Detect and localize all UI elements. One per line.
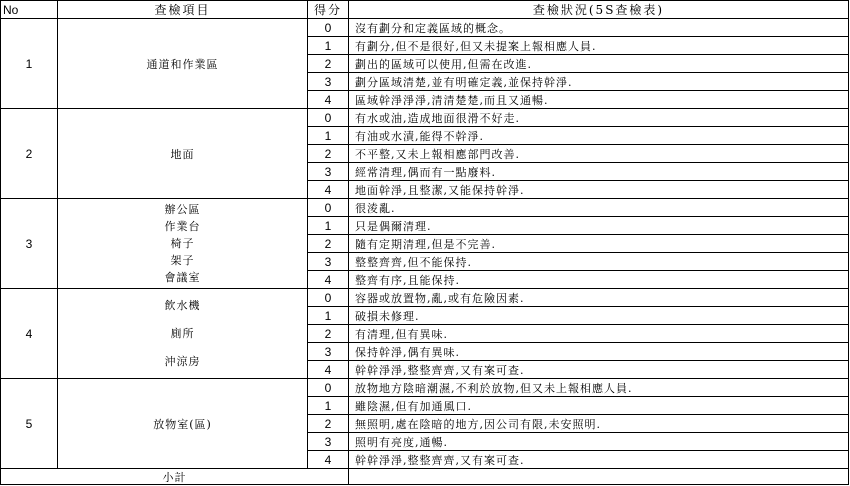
score-cell: 0 <box>308 379 349 397</box>
header-no: No <box>0 0 58 19</box>
status-description: 劃出的區域可以使用,但需在改進. <box>349 55 849 73</box>
status-description: 放物地方陰暗潮濕,不利於放物,但又未上報相應人員. <box>349 379 849 397</box>
status-description: 地面幹淨,且整潔,又能保持幹淨. <box>349 181 849 199</box>
score-cell: 0 <box>308 199 349 217</box>
score-cell: 2 <box>308 415 349 433</box>
section-no: 4 <box>0 289 58 379</box>
inspection-item-label: 架子 <box>170 254 195 267</box>
score-cell: 2 <box>308 235 349 253</box>
inspection-item-label: 作業台 <box>164 220 201 233</box>
header-score: 得分 <box>308 0 349 19</box>
score-cell: 0 <box>308 109 349 127</box>
inspection-item-label: 廁所 <box>170 326 195 340</box>
section-no: 3 <box>0 199 58 289</box>
status-description: 有劃分,但不是很好,但又未提案上報相應人員. <box>349 37 849 55</box>
inspection-item-label: 放物室(區) <box>153 417 212 431</box>
score-cell: 0 <box>308 19 349 37</box>
score-cell: 3 <box>308 253 349 271</box>
inspection-item-label: 通道和作業區 <box>146 57 219 71</box>
subtotal-value <box>349 469 849 485</box>
score-cell: 2 <box>308 55 349 73</box>
status-description: 破損未修理. <box>349 307 849 325</box>
status-description: 照明有亮度,通暢. <box>349 433 849 451</box>
score-cell: 3 <box>308 343 349 361</box>
score-cell: 4 <box>308 361 349 379</box>
status-description: 有油或水漬,能得不幹淨. <box>349 127 849 145</box>
section-no: 1 <box>0 19 58 109</box>
status-description: 經常清理,偶而有一點廢料. <box>349 163 849 181</box>
inspection-item <box>58 199 308 289</box>
status-description: 整整齊齊,但不能保持. <box>349 253 849 271</box>
score-cell: 2 <box>308 145 349 163</box>
status-description: 有清理,但有異味. <box>349 325 849 343</box>
score-cell: 4 <box>308 181 349 199</box>
score-cell: 3 <box>308 73 349 91</box>
status-description: 只是偶爾清理. <box>349 217 849 235</box>
status-description: 保持幹淨,偶有異味. <box>349 343 849 361</box>
status-description: 幹幹淨淨,整整齊齊,又有案可查. <box>349 361 849 379</box>
status-description: 有水或油,造成地面很滑不好走. <box>349 109 849 127</box>
status-description: 隨有定期清理,但是不完善. <box>349 235 849 253</box>
inspection-item <box>58 19 308 109</box>
status-description: 不平整,又未上報相應部門改善. <box>349 145 849 163</box>
score-cell: 1 <box>308 397 349 415</box>
inspection-item-label: 會議室 <box>164 271 201 284</box>
inspection-item-label: 辦公區 <box>164 203 201 216</box>
status-description: 無照明,處在陰暗的地方,因公司有限,未安照明. <box>349 415 849 433</box>
inspection-item-label: 沖涼房 <box>164 355 201 369</box>
section-no: 5 <box>0 379 58 469</box>
score-cell: 4 <box>308 271 349 289</box>
score-cell: 1 <box>308 217 349 235</box>
section-no: 2 <box>0 109 58 199</box>
score-cell: 4 <box>308 91 349 109</box>
status-description: 雖陰濕,但有加通風口. <box>349 397 849 415</box>
inspection-item <box>58 289 308 379</box>
status-description: 劃分區域清楚,並有明確定義,並保持幹淨. <box>349 73 849 91</box>
header-status: 查檢狀況(5S查檢表) <box>349 0 849 19</box>
subtotal-label: 小計 <box>0 469 349 485</box>
score-cell: 1 <box>308 37 349 55</box>
inspection-item <box>58 379 308 469</box>
status-description: 整齊有序,且能保持. <box>349 271 849 289</box>
status-description: 幹幹淨淨,整整齊齊,又有案可查. <box>349 451 849 469</box>
score-cell: 0 <box>308 289 349 307</box>
score-cell: 4 <box>308 451 349 469</box>
status-description: 很淩亂. <box>349 199 849 217</box>
score-cell: 2 <box>308 325 349 343</box>
inspection-item-label: 椅子 <box>170 237 195 250</box>
score-cell: 1 <box>308 307 349 325</box>
score-cell: 3 <box>308 163 349 181</box>
inspection-item-label: 飲水機 <box>164 298 201 312</box>
score-cell: 3 <box>308 433 349 451</box>
header-item: 查檢項目 <box>58 0 308 19</box>
inspection-item-label: 地面 <box>170 147 195 161</box>
inspection-item <box>58 109 308 199</box>
status-description: 沒有劃分和定義區域的概念。 <box>349 19 849 37</box>
status-description: 容器或放置物,亂,或有危險因素. <box>349 289 849 307</box>
status-description: 區域幹淨淨淨,清清楚楚,而且又通暢. <box>349 91 849 109</box>
score-cell: 1 <box>308 127 349 145</box>
